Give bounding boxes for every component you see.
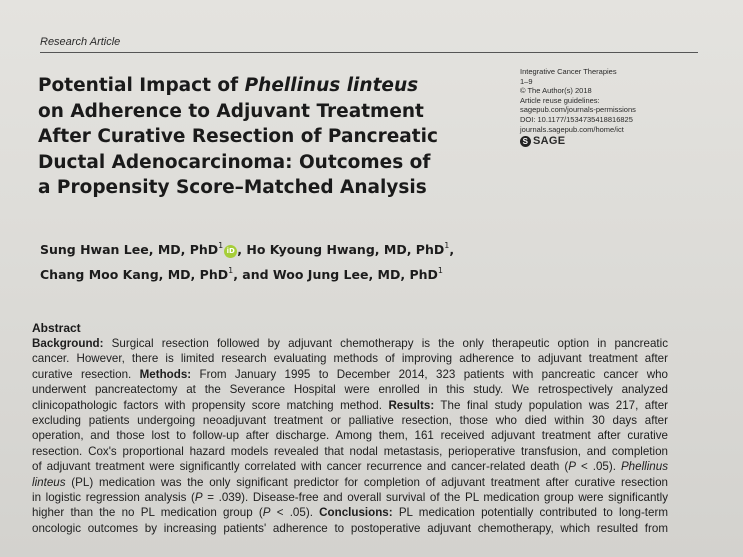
abstract-text: < .05). bbox=[575, 460, 621, 474]
abstract-text: curative resection. bbox=[32, 367, 140, 381]
abstract-text: = .039). Disease-free and overall survival of the PL medication group were significantly bbox=[202, 490, 668, 504]
author-1: Sung Hwan Lee, MD, PhD bbox=[40, 242, 219, 257]
author-line-2 bbox=[40, 260, 510, 285]
publisher-name: SAGE bbox=[533, 134, 566, 147]
title-species-name: Phellinus linteus bbox=[244, 75, 419, 96]
p-value-symbol: P bbox=[194, 490, 203, 504]
author-list bbox=[40, 235, 510, 285]
author-3: Chang Moo Kang, MD, PhD bbox=[40, 267, 229, 282]
sage-logo bbox=[520, 136, 710, 147]
title-line-1 bbox=[38, 73, 493, 99]
p-value-symbol: P bbox=[262, 506, 271, 520]
author-4-affiliation: 1 bbox=[437, 266, 444, 275]
title-line-2: on Adherence to Adjuvant Treatment bbox=[38, 100, 424, 122]
background-label: Background: bbox=[32, 337, 104, 350]
title-line-5: a Propensity Score–Matched Analysis bbox=[38, 177, 427, 198]
author-2-affiliation: 1 bbox=[444, 241, 450, 250]
journal-reuse: Article reuse guidelines: bbox=[520, 95, 600, 105]
journal-doi[interactable]: DOI: 10.1177/1534735418816825 bbox=[520, 114, 633, 124]
abstract-line-9 bbox=[32, 459, 668, 474]
author-2: , Ho Kyoung Hwang, MD, PhD bbox=[237, 242, 445, 257]
abstract-body bbox=[32, 336, 668, 536]
sage-logo-icon: S bbox=[520, 136, 531, 147]
conclusions-label: Conclusions: bbox=[319, 506, 393, 520]
author-2-comma: , bbox=[449, 242, 455, 257]
abstract-line-2: cancer. However, there is limited research evaluating methods of improving adherence to adjuvant treatment after bbox=[32, 352, 668, 366]
abstract-text: From January 1995 to December 2014, 323 patients with pancreatic cancer who bbox=[191, 367, 668, 381]
results-label: Results: bbox=[388, 398, 435, 412]
abstract-line-4: underwent pancreatectomy at the Severance Hospital were enrolled in this study. We retrospectively analyzed bbox=[32, 383, 668, 397]
abstract-text: < .05). bbox=[270, 506, 320, 520]
abstract-line-8: resection. Cox's proportional hazard models revealed that nodal metastasis, perioperative transfusion, and completion bbox=[32, 444, 668, 458]
p-value-symbol: P bbox=[568, 460, 576, 474]
journal-name: Integrative Cancer Therapies bbox=[520, 67, 617, 76]
species-name: linteus bbox=[32, 475, 66, 489]
abstract-line-5 bbox=[32, 398, 668, 413]
journal-copyright: © The Author(s) 2018 bbox=[520, 86, 592, 96]
abstract-text: in logistic regression analysis ( bbox=[32, 490, 195, 504]
journal-pages: 1–9 bbox=[520, 76, 533, 86]
abstract-text: clinicopathologic factors with propensity score matching method. bbox=[32, 398, 389, 412]
article-type-label: Research Article bbox=[40, 36, 121, 48]
title-line-3: After Curative Resection of Pancreatic bbox=[38, 126, 438, 147]
journal-reuse-url[interactable]: sagepub.com/journals-permissions bbox=[520, 105, 636, 115]
abstract-line-13: oncologic outcomes by increasing patients' adherence to postoperative adjuvant chemotherapy, which resulted from bbox=[32, 521, 668, 535]
journal-home[interactable]: journals.sagepub.com/home/ict bbox=[520, 124, 624, 134]
abstract-text: (PL) medication was the only significant predictor for completion of adjuvant treatment after curative resection bbox=[65, 475, 668, 489]
abstract-text: higher than the no PL medication group ( bbox=[32, 506, 263, 520]
abstract-line-3 bbox=[32, 367, 668, 382]
journal-info bbox=[520, 67, 710, 147]
abstract-text: Surgical resection followed by adjuvant chemotherapy is the only therapeutic option in pancreatic bbox=[103, 337, 668, 350]
orcid-icon[interactable]: iD bbox=[224, 245, 237, 258]
header-rule bbox=[40, 52, 698, 53]
title-line-1-text: Potential Impact of bbox=[38, 75, 245, 96]
abstract-line-11 bbox=[32, 490, 668, 505]
abstract-line-10 bbox=[32, 475, 668, 490]
species-name: Phellinus bbox=[620, 460, 668, 474]
abstract-heading: Abstract bbox=[32, 321, 81, 335]
abstract-line-12 bbox=[32, 505, 668, 520]
abstract-text: The final study population was 217, after bbox=[434, 398, 668, 412]
author-line-1 bbox=[40, 235, 510, 260]
abstract-text: PL medication potentially contributed to long-term bbox=[392, 506, 668, 520]
abstract-line-7: operation, and those lost to follow-up after discharge. Among them, 161 received adjuvant treatment after curative bbox=[32, 429, 668, 443]
author-1-affiliation: 1 bbox=[218, 241, 224, 250]
abstract-text: of adjuvant treatment were significantly correlated with cancer recurrence and cancer-related death ( bbox=[32, 460, 569, 474]
methods-label: Methods: bbox=[139, 367, 192, 381]
author-4: , and Woo Jung Lee, MD, PhD bbox=[233, 267, 438, 282]
abstract-line-6: excluding patients undergoing neoadjuvant treatment or palliative resection, those who died within 30 days after bbox=[32, 413, 668, 427]
abstract-line-1 bbox=[32, 336, 668, 351]
title-line-4: Ductal Adenocarcinoma: Outcomes of bbox=[38, 151, 431, 173]
author-3-affiliation: 1 bbox=[228, 266, 234, 275]
article-title bbox=[38, 73, 493, 201]
